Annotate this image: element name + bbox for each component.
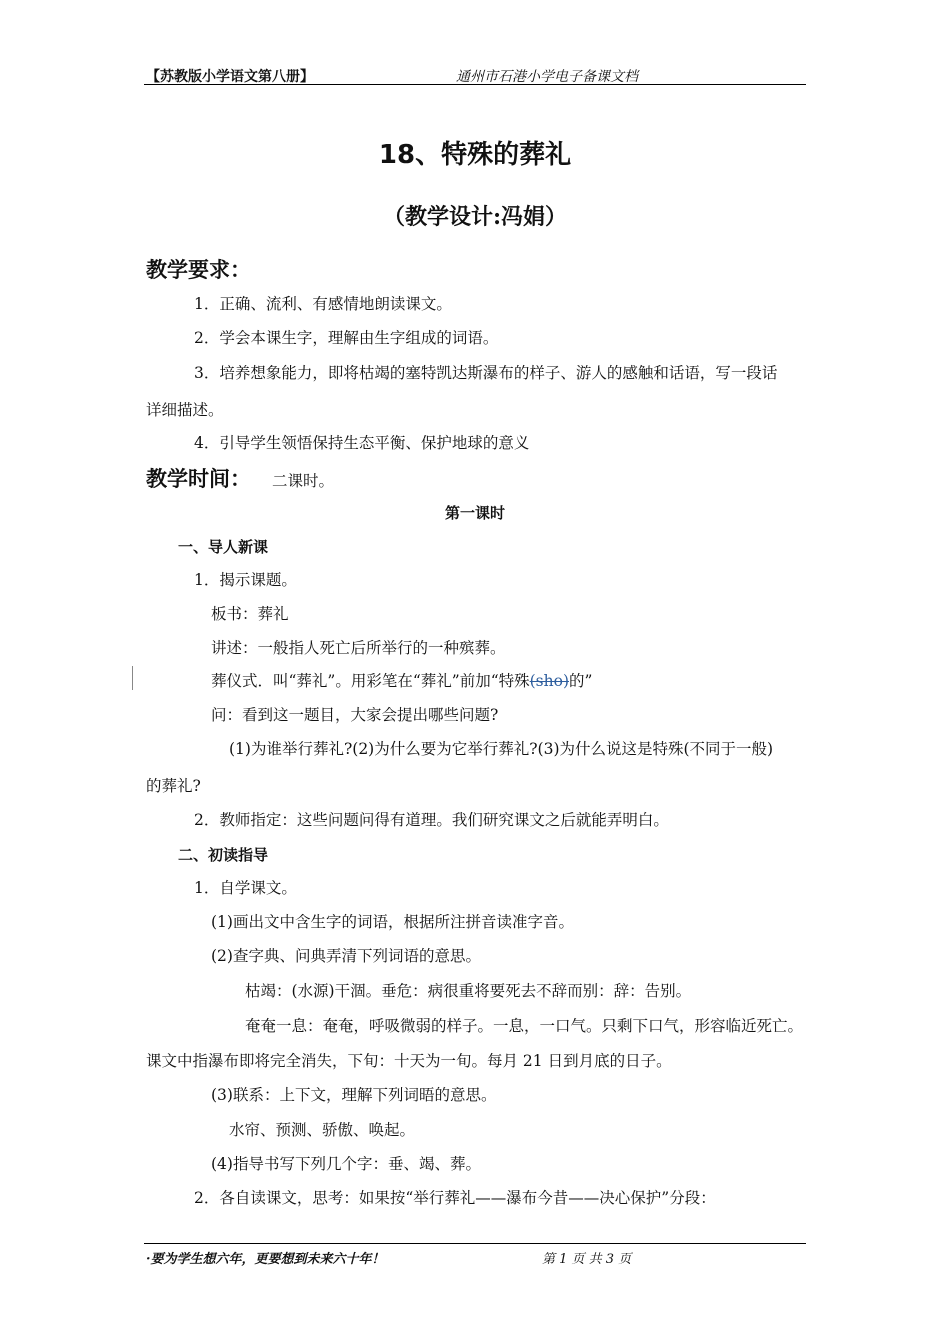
- requirement-item: 详细描述。: [146, 401, 224, 419]
- text-line: (4)指导书写下列几个字：垂、竭、葬。: [211, 1155, 481, 1173]
- footer-motto: ·要为学生想六年，更要想到未来六十年！: [146, 1252, 385, 1267]
- text-line: 2．教师指定：这些问题问得有道理。我们研究课文之后就能弄明白。: [194, 811, 669, 829]
- text-line: (3)联系：上下文，理解下列词晤的意思。: [211, 1086, 497, 1104]
- text-line: (1)画出文中含生字的词语，根据所注拼音读准字音。: [211, 913, 574, 931]
- section-heading: 一、导人新课: [178, 538, 269, 556]
- text-line: 1．自学课文。: [194, 879, 297, 897]
- time-heading: 教学时间：: [146, 467, 251, 491]
- requirement-item: 3．培养想象能力，即将枯竭的塞特凯达斯瀑布的样子、游人的感触和话语，写一段话: [194, 364, 778, 382]
- text-line: 枯竭：(水源)干涸。垂危：病很重将要死去不辞而别：辞：告别。: [245, 982, 692, 1000]
- text-line: 水帘、预测、骄傲、唤起。: [229, 1121, 416, 1139]
- section-heading: 二、初读指导: [178, 846, 269, 864]
- requirement-item: 1．正确、流利、有感情地朗读课文。: [194, 295, 452, 313]
- text-line: [211, 669, 592, 691]
- text-segment: 的”: [569, 672, 593, 690]
- page-number: 第 1 页 共 3 页: [542, 1252, 632, 1267]
- text-cursor: [132, 666, 133, 690]
- requirement-item: 2．学会本课生字，理解由生字组成的词语。: [194, 329, 499, 347]
- header-left: 【苏教版小学语文第八册】: [146, 69, 314, 85]
- page-subtitle: （教学设计:冯娟）: [382, 204, 568, 230]
- text-line: 问：看到这一题目，大家会提出哪些问题?: [211, 706, 499, 724]
- text-line: 2．各自读课文，思考：如果按“举行葬礼——瀑布今昔——决心保护”分段：: [194, 1189, 716, 1207]
- text-line: 的葬礼?: [146, 777, 201, 795]
- text-segment: 葬仪式．叫“葬礼”。用彩笔在“葬礼”前加“特殊: [211, 672, 530, 690]
- text-line: 板书：葬礼: [211, 605, 289, 623]
- requirements-heading: 教学要求：: [146, 258, 251, 282]
- text-line: 奄奄一息：奄奄，呼吸微弱的样子。一息，一口气。只剩下口气，形容临近死亡。: [245, 1017, 804, 1035]
- page-title: 18、特殊的葬礼: [378, 140, 572, 170]
- time-value: 二课时。: [272, 472, 335, 490]
- header-right: 通州市石港小学电子备课文档: [456, 69, 638, 85]
- requirement-item: 4．引导学生领悟保持生态平衡、保护地球的意义: [194, 434, 530, 452]
- text-line: 1．揭示课题。: [194, 571, 297, 589]
- text-line: 课文中指瀑布即将完全消失，下旬：十天为一旬。每月 21 日到月底的日子。: [146, 1052, 672, 1070]
- footer-divider: [144, 1243, 806, 1244]
- text-line: (2)查字典、问典弄清下列词语的意思。: [211, 947, 481, 965]
- header-divider: [144, 84, 806, 85]
- struck-text: (sho): [529, 672, 569, 690]
- text-line: (1)为谁举行葬礼?(2)为什么要为它举行葬礼?(3)为什么说这是特殊(不同于一般): [229, 740, 774, 758]
- text-line: 讲述：一般指人死亡后所举行的一种殡葬。: [211, 639, 506, 657]
- lesson-heading: 第一课时: [444, 504, 505, 522]
